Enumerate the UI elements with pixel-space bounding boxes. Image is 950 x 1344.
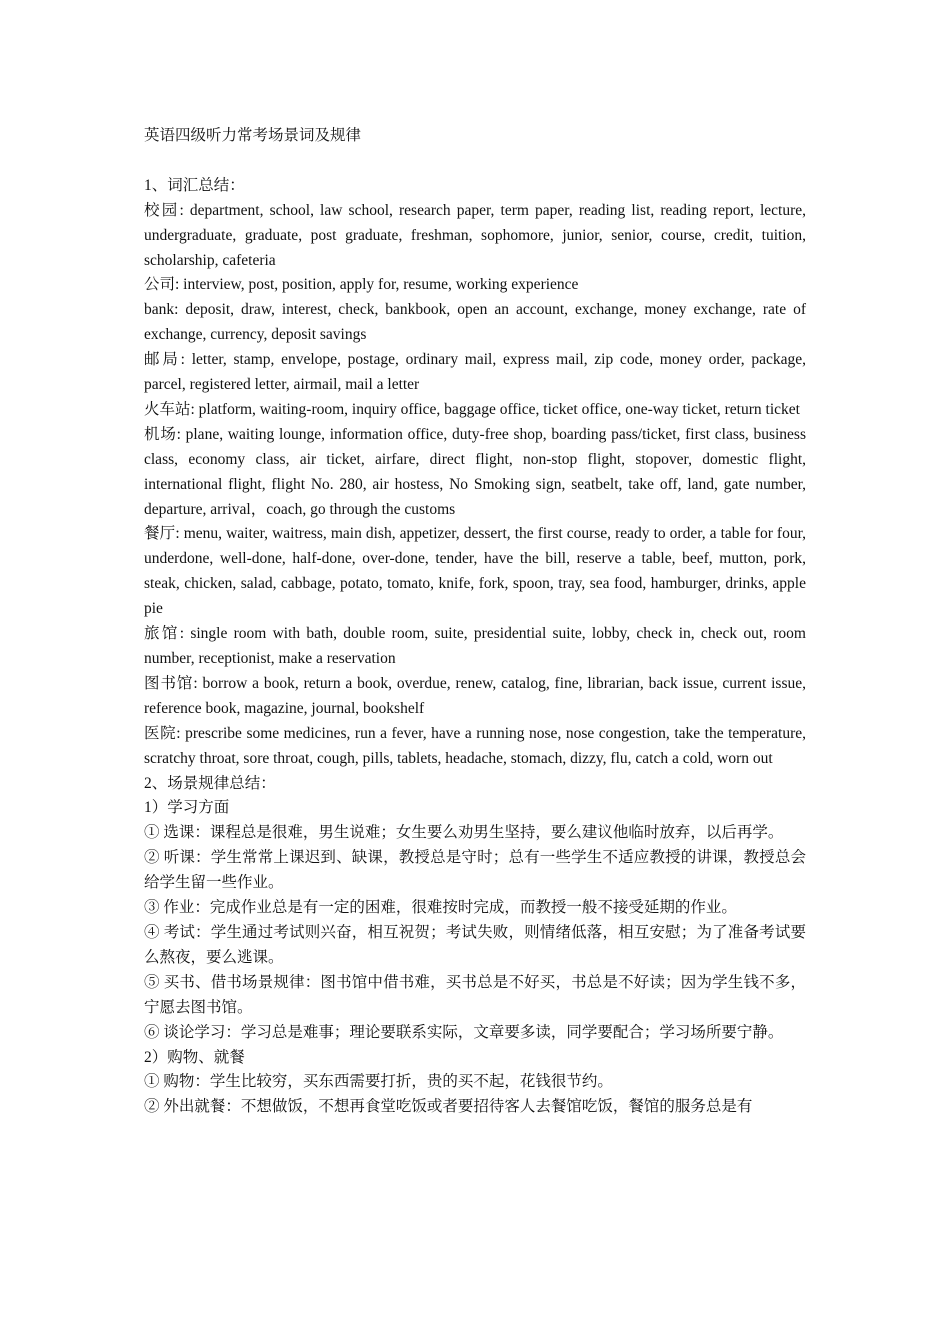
vocab-paragraph-company: 公司: interview, post, position, apply for, resume, working experience [144, 276, 579, 294]
vocab-paragraph-hotel: 旅馆: single room with bath, double room, suite, presidential suite, lobby, check in, check out, room number, receptionist, make a reservation [144, 625, 806, 668]
subsection-heading-study: 1）学习方面 [144, 799, 230, 817]
vocab-paragraph-post-office: 邮局: letter, stamp, envelope, postage, ordinary mail, express mail, zip code, money order, package, parcel, registered letter, airmail, mail a letter [144, 351, 806, 394]
document-page [144, 124, 806, 1120]
dining-item: ② 外出就餐：不想做饭，不想再食堂吃饭或者要招待客人去餐馆吃饭，餐馆的服务总是有 [144, 1098, 753, 1116]
study-item-course-selection: ① 选课：课程总是很难，男生说难；女生要么劝男生坚持，要么建议他临时放弃，以后再学。 [144, 824, 784, 842]
study-item-books: ⑤ 买书、借书场景规律：图书馆中借书难，买书总是不好买，书总是不好读；因为学生钱不多，宁愿去图书馆。 [144, 973, 806, 1016]
vocab-paragraph-campus: 校园: department, school, law school, research paper, term paper, reading list, reading report, lecture, undergraduate, graduate, post graduate, freshman, sophomore, junior, senior, course, credit, tuition, scholarship, cafeteria [144, 201, 806, 269]
vocab-paragraph-bank: bank: deposit, draw, interest, check, bankbook, open an account, exchange, money exchange, rate of exchange, currency, deposit savings [144, 301, 806, 344]
subsection-heading-shopping-dining: 2）购物、就餐 [144, 1048, 245, 1066]
study-item-homework: ③ 作业：完成作业总是有一定的困难，很难按时完成，而教授一般不接受延期的作业。 [144, 899, 737, 917]
shopping-item: ① 购物：学生比较穷，买东西需要打折，贵的买不起，花钱很节约。 [144, 1073, 613, 1091]
vocab-paragraph-library: 图书馆: borrow a book, return a book, overdue, renew, catalog, fine, librarian, back issue, current issue, reference book, magazine, journal, bookshelf [144, 674, 806, 717]
vocab-paragraph-railway-station: 火车站: platform, waiting-room, inquiry office, baggage office, ticket office, one-way ticket, return ticket [144, 400, 800, 418]
study-item-discussion: ⑥ 谈论学习：学习总是难事；理论要联系实际，文章要多读，同学要配合；学习场所要宁静。 [144, 1023, 784, 1041]
study-item-exams: ④ 考试：学生通过考试则兴奋，相互祝贺；考试失败，则情绪低落，相互安慰；为了准备考试要么熬夜，要么逃课。 [144, 923, 806, 966]
section-heading-vocabulary: 1、词汇总结： [144, 176, 245, 194]
vocab-paragraph-restaurant: 餐厅: menu, waiter, waitress, main dish, appetizer, dessert, the first course, ready to order, a table for four, underdone, well-done, half-done, over-done, tender, have the bill, reserve a table, beef, mutton, pork, steak, chicken, salad, cabbage, potato, tomato, knife, fork, spoon, tray, sea food, hamburger, drinks, apple pie [144, 525, 806, 618]
vocab-paragraph-airport: 机场: plane, waiting lounge, information office, duty-free shop, boarding pass/ticket, first class, business class, economy class, air ticket, airfare, direct flight, non-stop flight, stopover, domestic flight, international flight, flight No. 280, air hostess, No Smoking sign, seatbelt, take off, land, gate number, departure, arrival，coach, go through the customs [144, 425, 806, 518]
vocab-paragraph-hospital: 医院: prescribe some medicines, run a fever, have a running nose, nose congestion, take the temperature, scratchy throat, sore throat, cough, pills, tablets, headache, stomach, dizzy, flu, catch a cold, worn out [144, 724, 806, 767]
section-heading-scene-rules: 2、场景规律总结： [144, 774, 276, 792]
study-item-lectures: ② 听课：学生常常上课迟到、缺课，教授总是守时；总有一些学生不适应教授的讲课，教授总会给学生留一些作业。 [144, 849, 806, 892]
document-title: 英语四级听力常考场景词及规律 [144, 127, 362, 144]
